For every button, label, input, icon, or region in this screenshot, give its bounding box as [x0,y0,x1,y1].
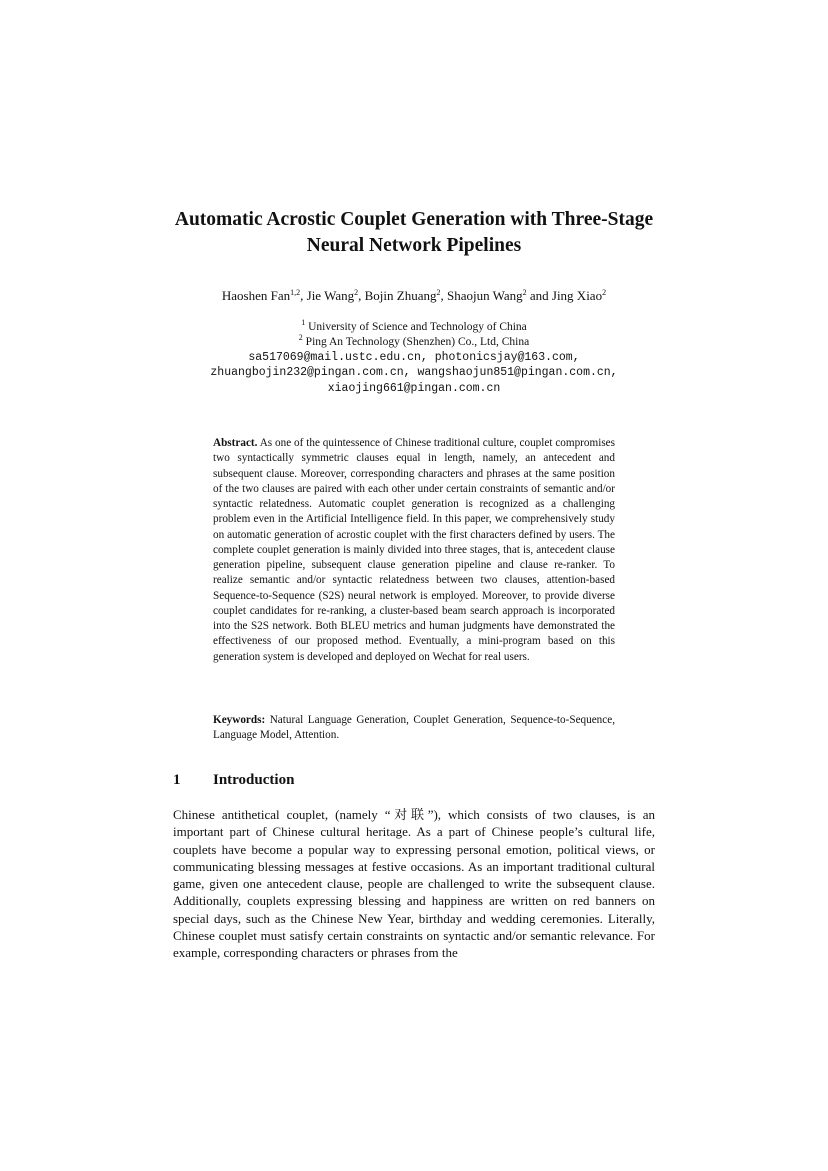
keywords-text: Natural Language Generation, Couplet Generation, Sequence-to-Sequence, Language Model, Attention. [213,714,616,742]
abstract-text: As one of the quintessence of Chinese traditional culture, couplet compromises two syntactically symmetric clauses equal in length, namely, an antecedent and subsequent clause. Moreover, corresponding characters and phrases at the same position of the two clauses are paired with each other under certain constraints of semantic and/or syntactic relatedness. Automatic couplet generation is recognized as a challenging problem even in the Artificial Intelligence field. In this paper, we comprehensively study on automatic generation of acrostic couplet with the first characters defined by users. The complete couplet generation is mainly divided into three stages, that is, antecedent clause generation pipeline, subsequent clause generation pipeline and clause re-ranker. To realize semantic and/or syntactic relatedness between two clauses, attention-based Sequence-to-Sequence (S2S) neural network is employed. Moreover, to provide diverse couplet candidates for re-ranking, a cluster-based beam search approach is incorporated into the S2S network. Both BLEU metrics and human judgments have demonstrated the effectiveness of our proposed method. Eventually, a mini-program based on this generation system is developed and deployed on Wechat for real users. [213,437,615,663]
author-affiliation-mark: 1,2 [290,288,301,297]
email-line: sa517069@mail.ustc.edu.cn, photonicsjay@163.com, [248,351,580,364]
affiliation-text: University of Science and Technology of China [308,321,527,333]
affiliation-mark: 2 [298,333,303,342]
section-number: 1 [173,772,181,788]
author-separator: and [526,288,552,303]
author-list [90,288,738,304]
section-heading [173,770,294,790]
section-title: Introduction [213,772,295,788]
author-separator: , [300,288,307,303]
keywords-label: Keywords: [213,714,266,726]
author-name: Shaojun Wang [446,288,523,303]
author-name: Jing Xiao [551,288,603,303]
affiliation-2 [90,335,738,350]
author-affiliation-mark: 2 [436,288,441,297]
affiliation-1 [90,320,738,335]
paper-title-line-1: Automatic Acrostic Couplet Generation with Three-Stage [174,209,654,230]
intro-paragraph: Chinese antithetical couplet, (namely “对联”), which consists of two clauses, is an important part of Chinese cultural heritage. As a part of Chinese people’s cultural life, couplets have become a popular way to expressing personal emotion, political views, or communicating blessing messages at festive occasions. As an important traditional cultural game, given one antecedent clause, people are challenged to write the subsequent clause. Additionally, couplets expressing blessing and happiness are written on red banners on special days, such as the Chinese New Year, birthday and wedding ceremonies. Literally, Chinese couplet must satisfy certain constraints on syntactic and/or semantic relevance. For example, corresponding characters or phrases from the [173,807,655,961]
author-name: Haoshen Fan [221,288,291,303]
author-name: Bojin Zhuang [364,288,437,303]
affiliation-text: Ping An Technology (Shenzhen) Co., Ltd, China [305,336,530,348]
affiliation-mark: 1 [301,318,306,327]
author-affiliation-mark: 2 [602,288,607,297]
paper-title-line-2: Neural Network Pipelines [306,235,522,256]
email-line: zhuangbojin232@pingan.com.cn, wangshaojun851@pingan.com.cn, [210,366,618,380]
author-separator: , [440,288,447,303]
abstract [213,436,615,665]
author-emails [60,350,768,396]
author-separator: , [358,288,365,303]
author-affiliation-mark: 2 [354,288,359,297]
affiliations [90,320,738,350]
keywords [213,713,615,744]
author-name: Jie Wang [306,288,355,303]
email-line: xiaojing661@pingan.com.cn [327,381,501,395]
author-affiliation-mark: 2 [522,288,527,297]
paper-title [100,207,728,259]
abstract-label: Abstract. [213,437,258,449]
